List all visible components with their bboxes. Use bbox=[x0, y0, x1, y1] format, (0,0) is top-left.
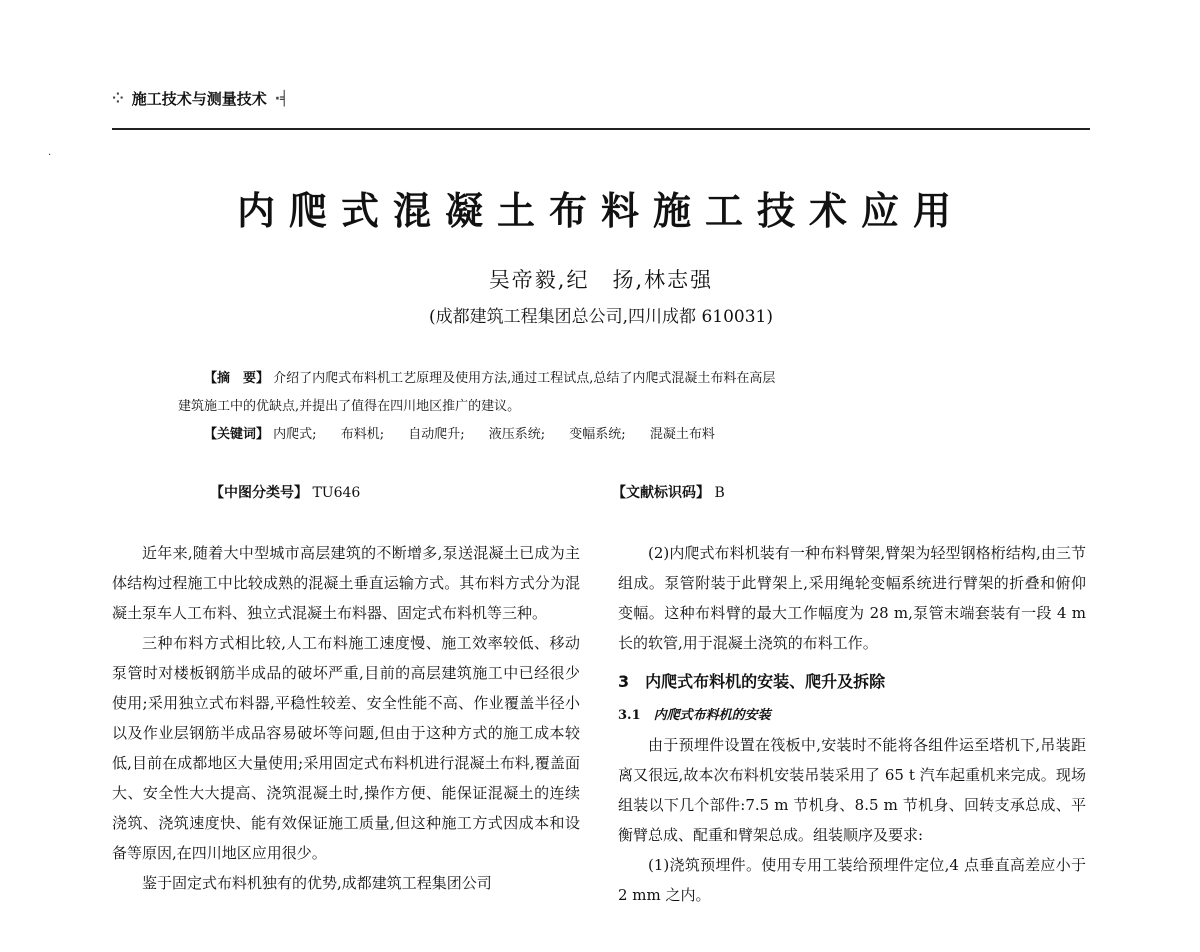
abstract-text-1: 介绍了内爬式布料机工艺原理及使用方法,通过工程试点,总结了内爬式混凝土布料在高层 bbox=[273, 371, 776, 386]
abstract-line-1 bbox=[178, 365, 1058, 393]
article-title: 内爬式混凝土布料施工技术应用 bbox=[236, 188, 965, 233]
affiliation: (成都建筑工程集团总公司,四川成都 610031) bbox=[429, 307, 773, 327]
header-rule bbox=[112, 128, 1090, 130]
header-left-mark: ⁘ bbox=[112, 90, 124, 107]
keywords-label: 【关键词】 bbox=[204, 427, 270, 442]
body-paragraph: 鉴于固定式布料机独有的优势,成都建筑工程集团公司 bbox=[142, 874, 492, 892]
authors: 吴帝毅,纪 扬,林志强 bbox=[488, 268, 714, 292]
abstract-label: 【摘 要】 bbox=[204, 371, 270, 386]
right-column bbox=[618, 538, 1086, 910]
keyword: 布料机; bbox=[340, 427, 385, 442]
classification-label: 【中图分类号】 bbox=[210, 485, 308, 501]
subsection-heading-3-1 bbox=[618, 702, 1086, 730]
document-code bbox=[612, 482, 725, 502]
classification-value: TU646 bbox=[312, 485, 361, 501]
subsection-number: 3.1 bbox=[618, 708, 641, 723]
classification-number bbox=[210, 482, 360, 502]
abstract-line-2: 建筑施工中的优缺点,并提出了值得在四川地区推广的建议。 bbox=[178, 399, 521, 414]
abstract-block bbox=[178, 365, 1058, 449]
keyword: 内爬式; bbox=[273, 427, 317, 442]
body-paragraph: 近年来,随着大中型城市高层建筑的不断增多,泵送混凝土已成为主体结构过程施工中比较成熟的混凝土垂直运输方式。其布料方式分为混凝土泵车人工布料、独立式混凝土布料器、固定式布料机等三种。 bbox=[112, 544, 580, 622]
section-heading-3: 3 内爬式布料机的安装、爬升及拆除 bbox=[618, 672, 886, 691]
body-paragraph: 由于预埋件设置在筏板中,安装时不能将各组件运至塔机下,吊装距离又很远,故本次布料机安装吊装采用了 65 t 汽车起重机来完成。现场组装以下几个部件:7.5 m 节机身、8.5 m 节机身、回转支承总成、平衡臂总成、配重和臂架总成。组装顺序及要求: bbox=[618, 736, 1086, 844]
body-paragraph: 三种布料方式相比较,人工布料施工速度慢、施工效率较低、移动泵管时对楼板钢筋半成品的破坏严重,目前的高层建筑施工中已经很少使用;采用独立式布料器,平稳性较差、安全性能不高、作业覆盖半径小以及作业层钢筋半成品容易破坏等问题,但由于这种方式的施工成本较低,目前在成都地区大量使用;采用固定式布料机进行混凝土布料,覆盖面大、安全性大大提高、浇筑混凝土时,操作方便、能保证混凝土的连续浇筑、浇筑速度快、能有效保证施工质量,但这种施工方式因成本和设备等原因,在四川地区应用很少。 bbox=[112, 634, 580, 862]
running-header bbox=[112, 88, 289, 109]
body-paragraph: (1)浇筑预埋件。使用专用工装给预埋件定位,4 点垂直高差应小于 2 mm 之内。 bbox=[618, 856, 1086, 904]
keyword: 自动爬升; bbox=[408, 427, 465, 442]
doc-code-label: 【文献标识码】 bbox=[612, 485, 710, 501]
keywords-line bbox=[178, 421, 1058, 449]
section-name: 施工技术与测量技术 bbox=[131, 90, 267, 108]
doc-code-value: B bbox=[714, 485, 725, 501]
header-right-mark: ·╡ bbox=[274, 90, 289, 107]
body-paragraph: (2)内爬式布料机装有一种布料臂架,臂架为轻型钢格桁结构,由三节组成。泵管附装于此臂架上,采用绳轮变幅系统进行臂架的折叠和俯仰变幅。这种布料臂的最大工作幅度为 28 m,泵管末端套装有一段 4 m 长的软管,用于混凝土浇筑的布料工作。 bbox=[618, 544, 1086, 652]
stray-dot: · bbox=[48, 150, 52, 161]
keyword: 液压系统; bbox=[488, 427, 546, 442]
keyword: 混凝土布料 bbox=[649, 427, 715, 442]
keyword: 变幅系统; bbox=[569, 427, 626, 442]
left-column bbox=[112, 538, 580, 898]
subsection-title: 内爬式布料机的安装 bbox=[653, 708, 771, 723]
